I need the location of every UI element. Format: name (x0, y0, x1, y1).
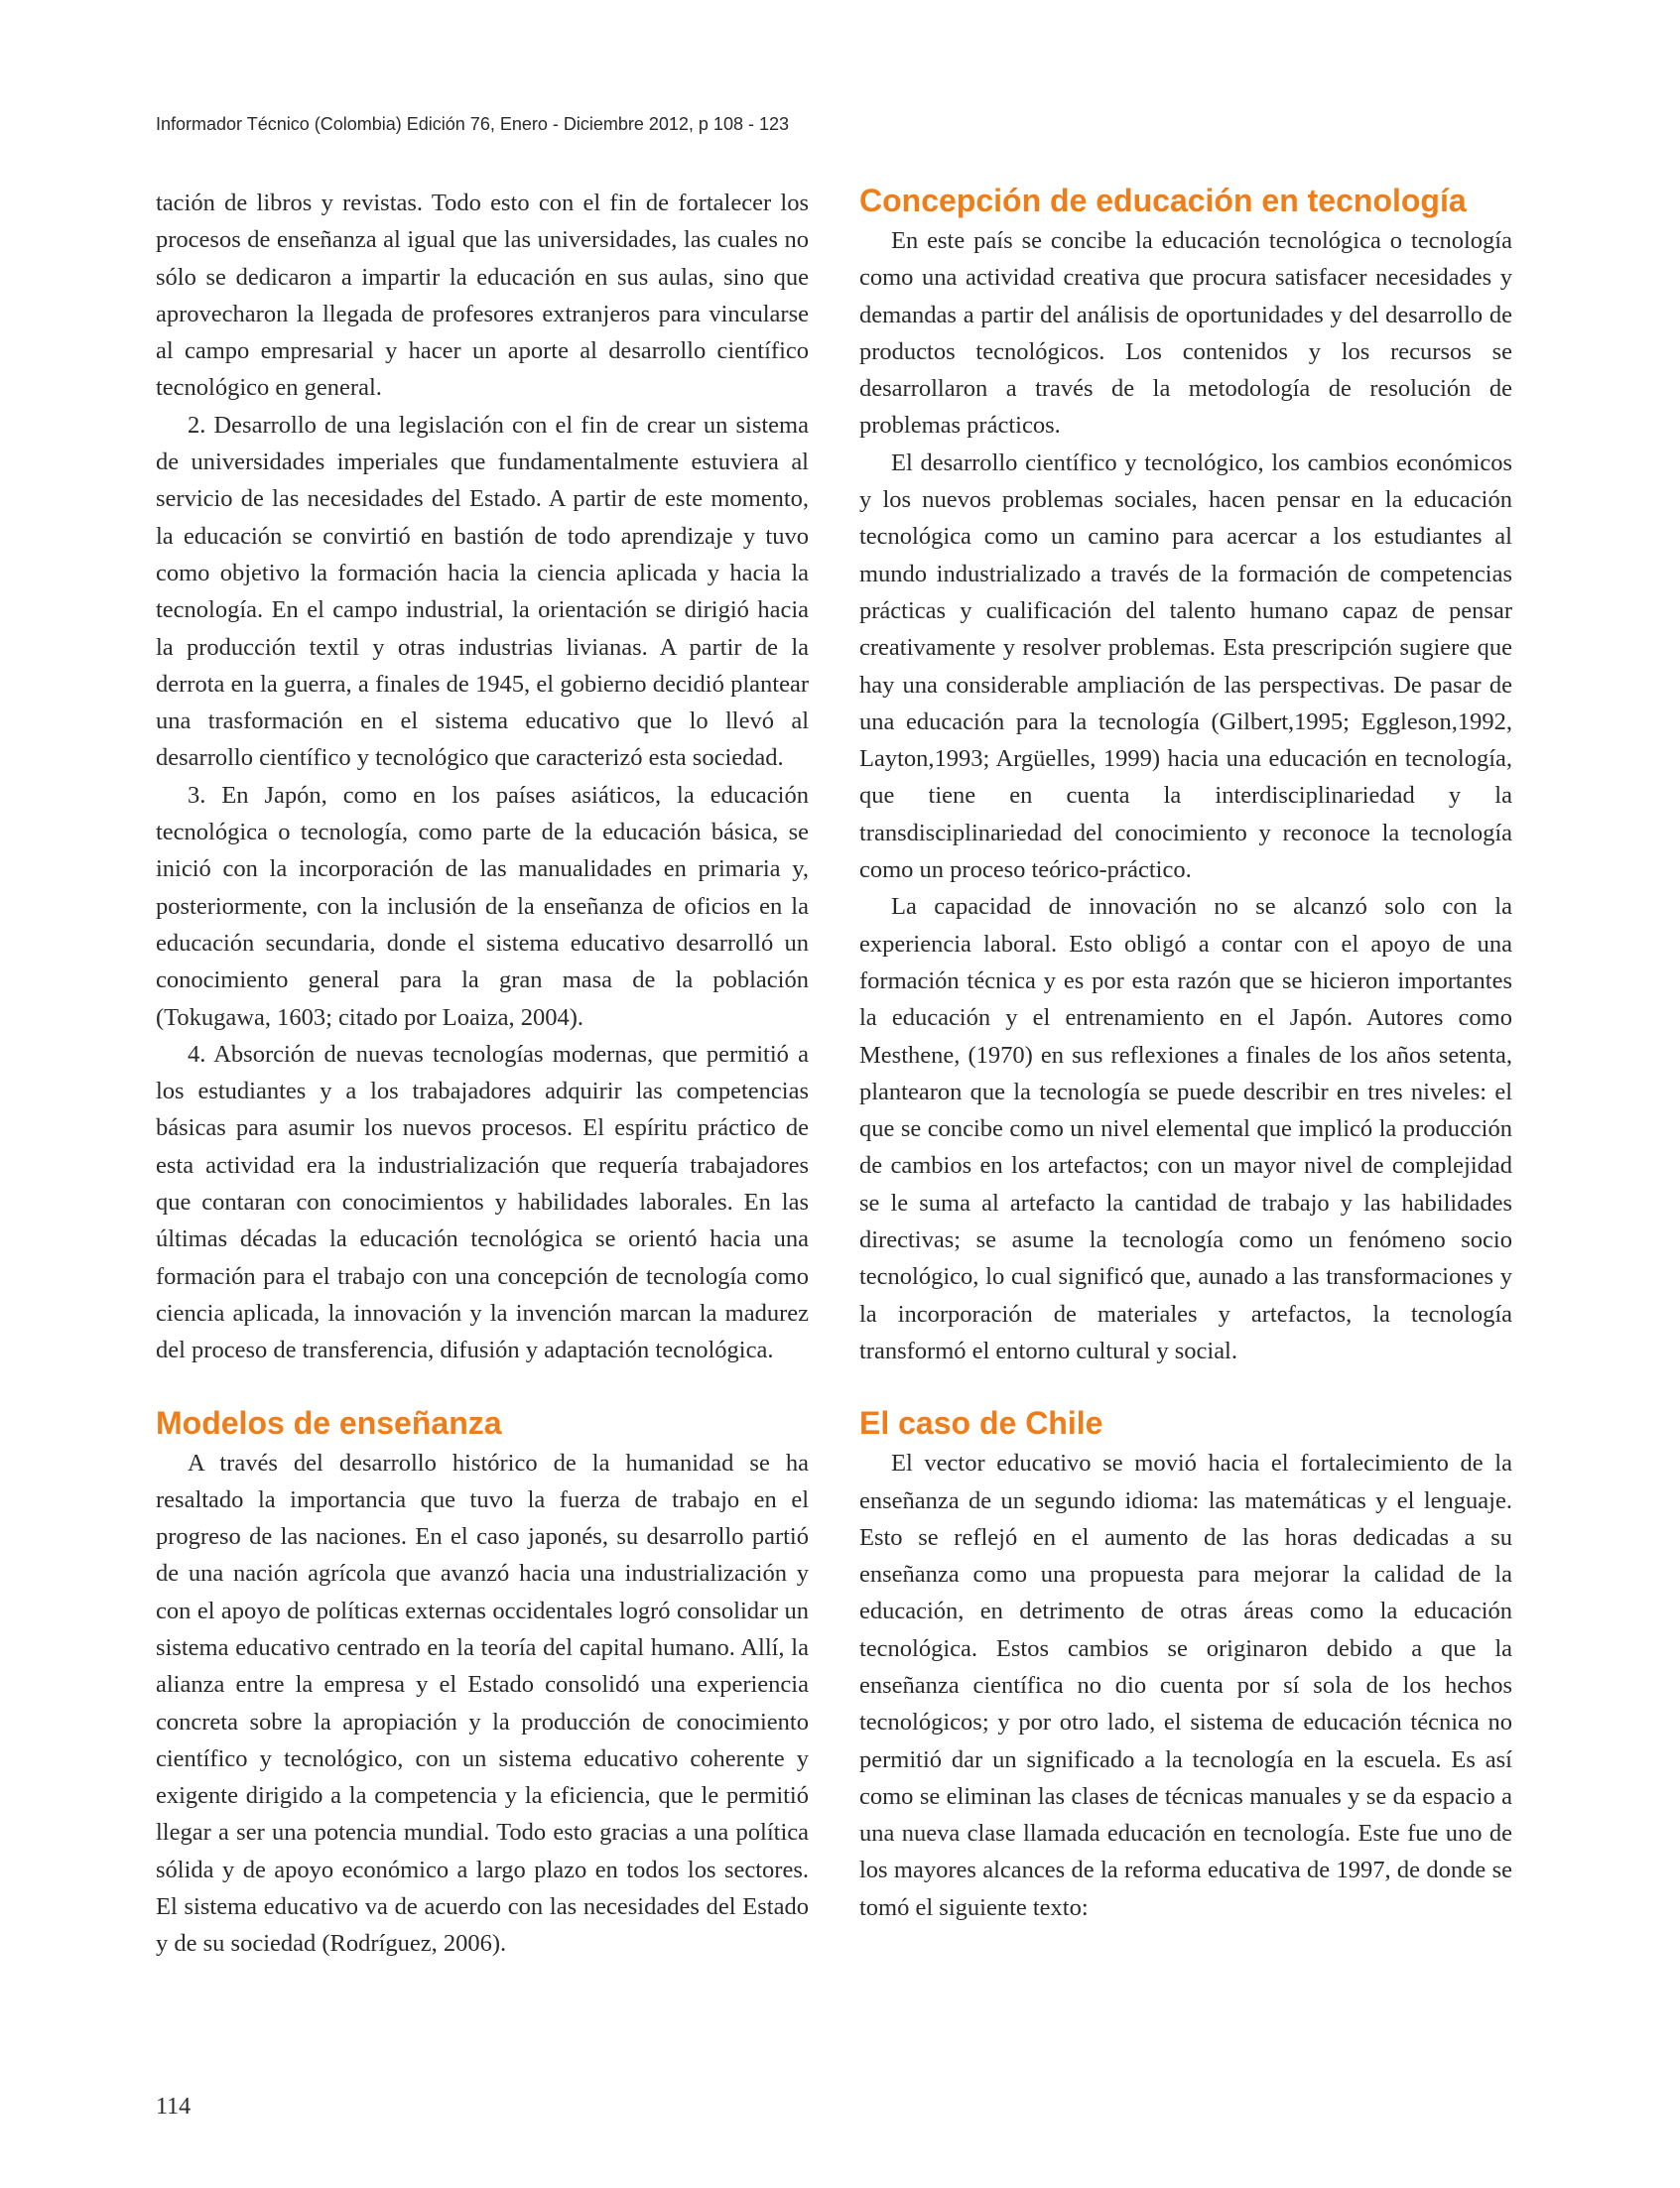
section-heading: Modelos de enseñanza (156, 1404, 502, 1441)
running-header: Informador Técnico (Colombia) Edición 76, Enero - Diciembre 2012, p 108 - 123 (156, 114, 789, 134)
page-number: 114 (156, 2094, 192, 2120)
paragraph: 4. Absorción de nuevas tecnologías modernas, que permitió a los estudiantes y a los trabajadores adquirir las competencias básicas para asumir los nuevos procesos. El espíritu práctico de esta actividad era la industrialización que requería trabajadores que contaran con conocimientos y habilidades laborales. En las últimas décadas la educación tecnológica se orientó hacia una formación para el trabajo con una concepción de tecnología como ciencia aplicada, la innovación y la invención marcan la madurez del proceso de transferencia, difusión y adaptación tecnológica. (156, 1040, 809, 1364)
paragraph: En este país se concibe la educación tecnológica o tecnología como una actividad creativa que procura satisfacer necesidades y demandas a partir del análisis de oportunidades y del desarrollo de productos tecnológicos. Los contenidos y los recursos se desarrollaron a través de la metodología de resolución de problemas prácticos. (859, 227, 1512, 440)
left-column (156, 185, 809, 1963)
paragraph: El desarrollo científico y tecnológico, los cambios económicos y los nuevos problemas sociales, hacen pensar en la educación tecnológica como un camino para acercar a los estudiantes al mundo industrializado a través de la formación de competencias prácticas y cualificación del talento humano capaz de pensar creativamente y resolver problemas. Esta prescripción sugiere que hay una considerable ampliación de las perspectivas. De pasar de una educación para la tecnología (Gilbert,1995; Eggleson,1992, Layton,1993; Argüelles, 1999) hacia una educación en tecnología, que tiene en cuenta la interdisciplinariedad y la transdisciplinariedad del conocimiento y reconoce la tecnología como un proceso teórico-práctico. (859, 449, 1512, 884)
paragraph: tación de libros y revistas. Todo esto con el fin de fortalecer los procesos de enseñanza al igual que las universidades, las cuales no sólo se dedicaron a impartir la educación en sus aulas, sino que aprovecharon la llegada de profesores extranjeros para vincularse al campo empresarial y hacer un aporte al desarrollo científico tecnológico en general. (156, 190, 809, 402)
section-heading: El caso de Chile (859, 1405, 1103, 1442)
paragraph: A través del desarrollo histórico de la humanidad se ha resaltado la importancia que tuvo la fuerza de trabajo en el progreso de las naciones. En el caso japonés, su desarrollo partió de una nación agrícola que avanzó hacia una industrialización y con el apoyo de políticas externas occidentales logró consolidar un sistema educativo centrado en la teoría del capital humano. Allí, la alianza entre la empresa y el Estado consolidó una experiencia concreta sobre la apropiación y la producción de conocimiento científico y tecnológico, con un sistema educativo coherente y exigente dirigido a la competencia y la eficiencia, que le permitió llegar a ser una potencia mundial. Todo esto gracias a una política sólida y de apoyo económico a largo plazo en todos los sectores. El sistema educativo va de acuerdo con las necesidades del Estado y de su sociedad (Rodríguez, 2006). (156, 1449, 809, 1958)
right-column (859, 185, 1512, 1926)
paragraph: La capacidad de innovación no se alcanzó solo con la experiencia laboral. Esto obligó a contar con el apoyo de una formación técnica y es por esta razón que se hicieron importantes la educación y el entrenamiento en el Japón. Autores como Mesthene, (1970) en sus reflexiones a finales de los años setenta, plantearon que la tecnología se puede describir en tres niveles: el que se concibe como un nivel elemental que implicó la producción de cambios en los artefactos; con un mayor nivel de complejidad se le suma al artefacto la cantidad de trabajo y las habilidades directivas; se asume la tecnología como un fenómeno socio tecnológico, lo cual significó que, aunado a las transformaciones y la incorporación de materiales y artefactos, la tecnología transformó el entorno cultural y social. (859, 893, 1512, 1364)
paragraph: El vector educativo se movió hacia el fortalecimiento de la enseñanza de un segundo idioma: las matemáticas y el lenguaje. Esto se reflejó en el aumento de las horas dedicadas a su enseñanza como una propuesta para mejorar la calidad de la educación, en detrimento de otras áreas como la educación tecnológica. Estos cambios se originaron debido a que la enseñanza científica no dio cuenta por sí sola de los hechos tecnológicos; y por otro lado, el sistema de educación técnica no permitió dar un significado a la tecnología en la escuela. Es así como se eliminan las clases de técnicas manuales y se da espacio a una nueva clase llamada educación en tecnología. Este fue uno de los mayores alcances de la reforma educativa de 1997, de donde se tomó el siguiente texto: (859, 1450, 1512, 1921)
paragraph: 2. Desarrollo de una legislación con el fin de crear un sistema de universidades imperiales que fundamentalmente estuviera al servicio de las necesidades del Estado. A partir de este momento, la educación se convirtió en bastión de todo aprendizaje y tuvo como objetivo la formación hacia la ciencia aplicada y hacia la tecnología. En el campo industrial, la orientación se dirigió hacia la producción textil y otras industrias livianas. A partir de la derrota en la guerra, a finales de 1945, el gobierno decidió plantear una trasformación en el sistema educativo que lo llevó al desarrollo científico y tecnológico que caracterizó esta sociedad. (156, 411, 809, 772)
paragraph: 3. En Japón, como en los países asiáticos, la educación tecnológica o tecnología, como parte de la educación básica, se inició con la incorporación de las manualidades en primaria y, posteriormente, con la inclusión de la enseñanza de oficios en la educación secundaria, donde el sistema educativo desarrolló un conocimiento general para la gran masa de la población (Tokugawa, 1603; citado por Loaiza, 2004). (156, 781, 809, 1031)
section-heading: Concepción de educación en tecnología (859, 183, 1467, 218)
